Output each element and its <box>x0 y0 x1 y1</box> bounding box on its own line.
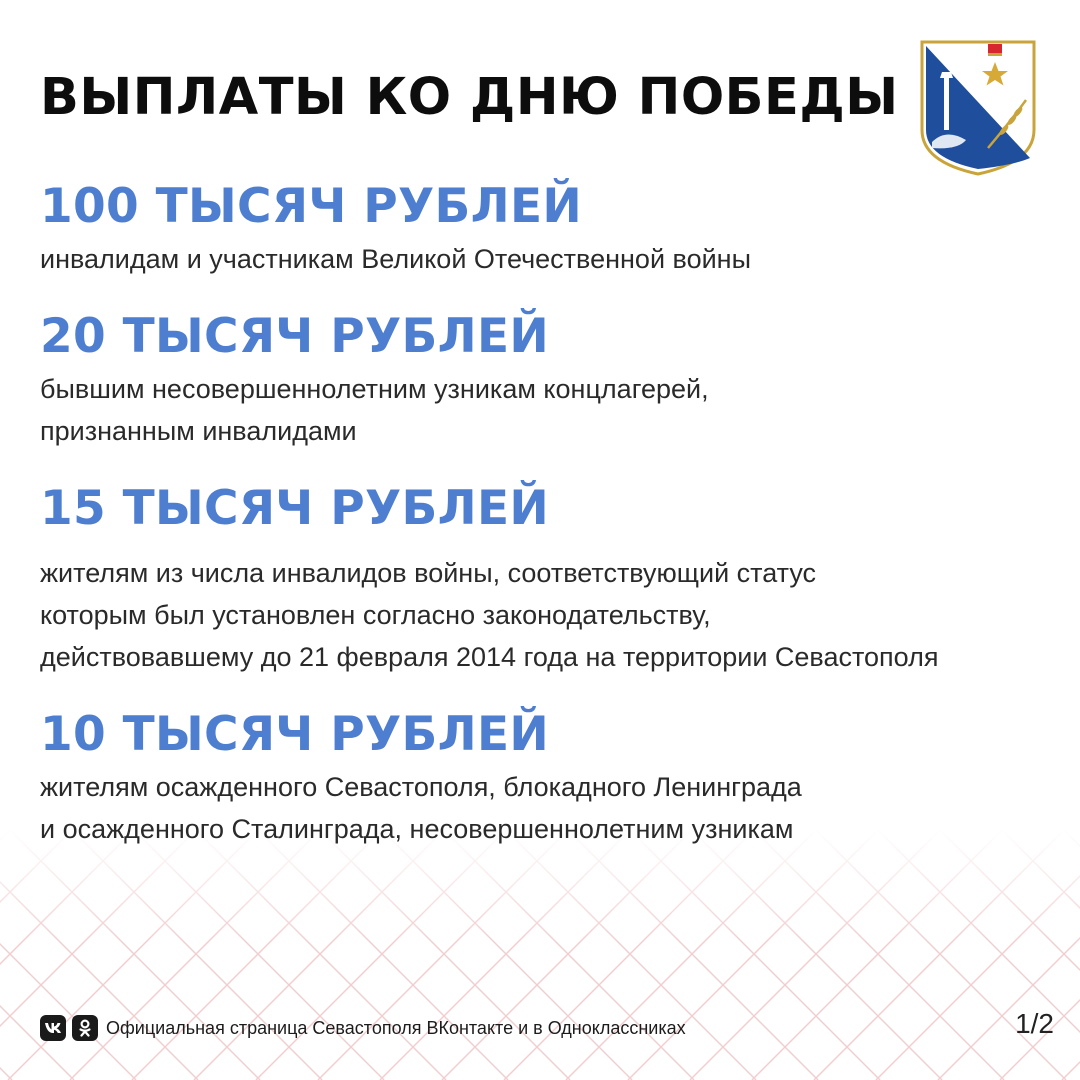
payment-block-20k <box>40 306 709 452</box>
odnoklassniki-icon[interactable] <box>72 1015 98 1041</box>
payment-description: жителям осажденного Севастополя, блокадного Ленинграда <box>40 772 802 802</box>
payment-description: бывшим несовершеннолетним узникам концлагерей, <box>40 374 709 404</box>
payment-amount: 15 ТЫСЯЧ РУБЛЕЙ <box>40 481 550 536</box>
footer <box>40 1014 686 1042</box>
payment-description: действовавшему до 21 февраля 2014 года на территории Севастополя <box>40 642 939 672</box>
page-number: 1/2 <box>1015 1008 1054 1039</box>
background-pattern <box>0 830 1080 1080</box>
payment-amount: 100 ТЫСЯЧ РУБЛЕЙ <box>40 179 583 234</box>
sevastopol-coat-of-arms-icon <box>918 38 1038 178</box>
payment-description: жителям из числа инвалидов войны, соответствующий статус <box>40 558 817 588</box>
page-title: ВЫПЛАТЫ КО ДНЮ ПОБЕДЫ <box>40 68 899 127</box>
payment-description: признанным инвалидами <box>40 416 357 446</box>
payment-amount: 20 ТЫСЯЧ РУБЛЕЙ <box>40 309 550 364</box>
payment-description: которым был установлен согласно законодательству, <box>40 600 711 630</box>
payment-block-15k <box>40 478 938 678</box>
payment-block-100k <box>40 176 751 280</box>
payment-description: и осажденного Сталинграда, несовершеннолетним узникам <box>40 814 794 844</box>
vk-icon[interactable] <box>40 1015 66 1041</box>
payment-block-10k <box>40 704 802 850</box>
payment-description: инвалидам и участникам Великой Отечественной войны <box>40 244 751 274</box>
payment-amount: 10 ТЫСЯЧ РУБЛЕЙ <box>40 707 550 762</box>
footer-caption: Официальная страница Севастополя ВКонтакте и в Одноклассниках <box>106 1017 686 1038</box>
